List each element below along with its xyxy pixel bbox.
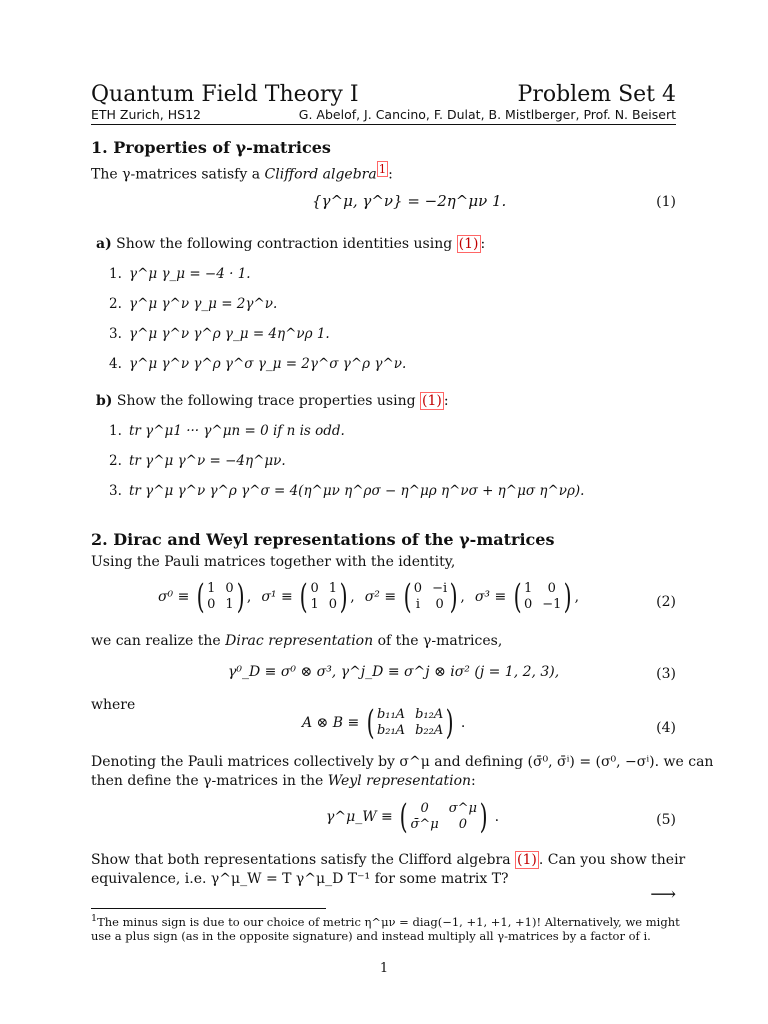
ref-eq1-c[interactable]: (1) [517, 852, 537, 868]
course-title: Quantum Field Theory I [91, 82, 359, 107]
ref-eq1-a[interactable]: (1) [458, 236, 479, 252]
weyl-line-1: Denoting the Pauli matrices collectively by σ^μ and defining (σ̄⁰, σ̄ⁱ) = (σ⁰, −σⁱ). we can [91, 754, 714, 770]
part-a-label: a) [96, 236, 112, 252]
pauli-matrix: σ¹ ≡ ( 0 1 1 0 ) , [261, 577, 355, 617]
part-a-colon: : [480, 236, 486, 252]
dirac-term: Dirac representation [225, 633, 374, 649]
institution-line: ETH Zurich, HS12 [91, 107, 201, 122]
contraction-item: 3. γ^μ γ^ν γ^ρ γ_μ = 4η^νρ 1. [109, 326, 330, 342]
problem-set-title: Problem Set 4 [517, 82, 676, 107]
equation-4-lhs: A ⊗ B ≡ [302, 715, 360, 731]
footnote-line-2: use a plus sign (as in the opposite signature) and instead multiply all γ-matrices by a factor of i. [91, 929, 651, 943]
equation-1-number: (1) [656, 194, 676, 210]
part-b [96, 393, 449, 409]
equation-4-number: (4) [656, 720, 676, 736]
equation-1: {γ^μ, γ^ν} = −2η^μν 1. [312, 192, 507, 210]
contraction-item: 4. γ^μ γ^ν γ^ρ γ^σ γ_μ = 2γ^σ γ^ρ γ^ν. [109, 356, 407, 372]
equation-5-lhs: γ^μ_W ≡ [326, 809, 393, 825]
show-line-1: Show that both representations satisfy the Clifford algebra (1) . Can you show their [91, 852, 686, 868]
part-a-text: Show the following contraction identities using [111, 236, 457, 252]
intro-colon: : [388, 166, 393, 183]
clifford-term: Clifford algebra [264, 166, 377, 183]
show-line-2: equivalence, i.e. γ^μ_W = T γ^μ_D T⁻¹ for some matrix T? [91, 871, 509, 887]
trace-item: 1. tr γ^μ1 ··· γ^μn = 0 if n is odd. [109, 423, 345, 439]
part-b-label: b) [96, 393, 113, 409]
trace-item: 2. tr γ^μ γ^ν = −4η^μν. [109, 453, 286, 469]
where-text: where [91, 697, 136, 713]
header-rule [91, 124, 676, 125]
contraction-item: 1. γ^μ γ_μ = −4 · 1. [109, 266, 251, 282]
page-number: 1 [379, 961, 389, 976]
equation-5-number: (5) [656, 812, 676, 828]
section2-heading: 2. Dirac and Weyl representations of the γ-matrices [91, 530, 555, 549]
part-b-colon: : [443, 393, 449, 409]
equation-4: A ⊗ B ≡ ( b₁₁A b₁₂A b₂₁A b₂₂A ) . [302, 703, 466, 743]
pauli-matrices [158, 577, 580, 617]
weyl-term: Weyl representation [327, 773, 472, 789]
trace-item: 3. tr γ^μ γ^ν γ^ρ γ^σ = 4(η^μν η^ρσ − η^μρ η^νσ + η^μσ η^νρ). [109, 483, 585, 499]
section1-heading: 1. Properties of γ-matrices [91, 138, 331, 157]
dirac-intro: we can realize the Dirac representation of the γ-matrices, [91, 633, 503, 649]
equation-2-number: (2) [656, 594, 676, 610]
contraction-item: 2. γ^μ γ^ν γ_μ = 2γ^ν. [109, 296, 278, 312]
continue-arrow-icon: ⟶ [650, 884, 676, 905]
intro-text: The γ-matrices satisfy a [91, 166, 265, 183]
footnote-link[interactable]: 1 [378, 162, 387, 176]
footnote-rule [91, 908, 326, 909]
part-b-text: Show the following trace properties using [112, 393, 420, 409]
equation-5: γ^μ_W ≡ ( 0 σ^μ σ̄^μ 0 ) . [326, 797, 500, 837]
weyl-line-2: then define the γ-matrices in the Weyl representation: [91, 773, 476, 789]
pauli-matrix: σ² ≡ ( 0 −i i 0 ) , [364, 577, 465, 617]
part-a [96, 236, 485, 252]
section2-intro: Using the Pauli matrices together with the identity, [91, 554, 456, 570]
section1-intro [91, 162, 393, 183]
pauli-matrix: σ³ ≡ ( 1 0 0 −1 ) , [474, 577, 580, 617]
equation-3-number: (3) [656, 666, 676, 682]
equation-3: γ⁰_D ≡ σ⁰ ⊗ σ³, γ^j_D ≡ σ^j ⊗ iσ² (j = 1, 2, 3), [228, 664, 560, 680]
authors-line: G. Abelof, J. Cancino, F. Dulat, B. Mistlberger, Prof. N. Beisert [298, 107, 676, 122]
ref-eq1-b[interactable]: (1) [422, 393, 442, 409]
footnote-line-1: $^1$The minus sign is due to our choice of metric η^μν = diag(−1, +1, +1, +1)! Alternatively, we might [91, 913, 680, 929]
pauli-matrix: σ⁰ ≡ ( 1 0 0 1 ) , [158, 577, 252, 617]
